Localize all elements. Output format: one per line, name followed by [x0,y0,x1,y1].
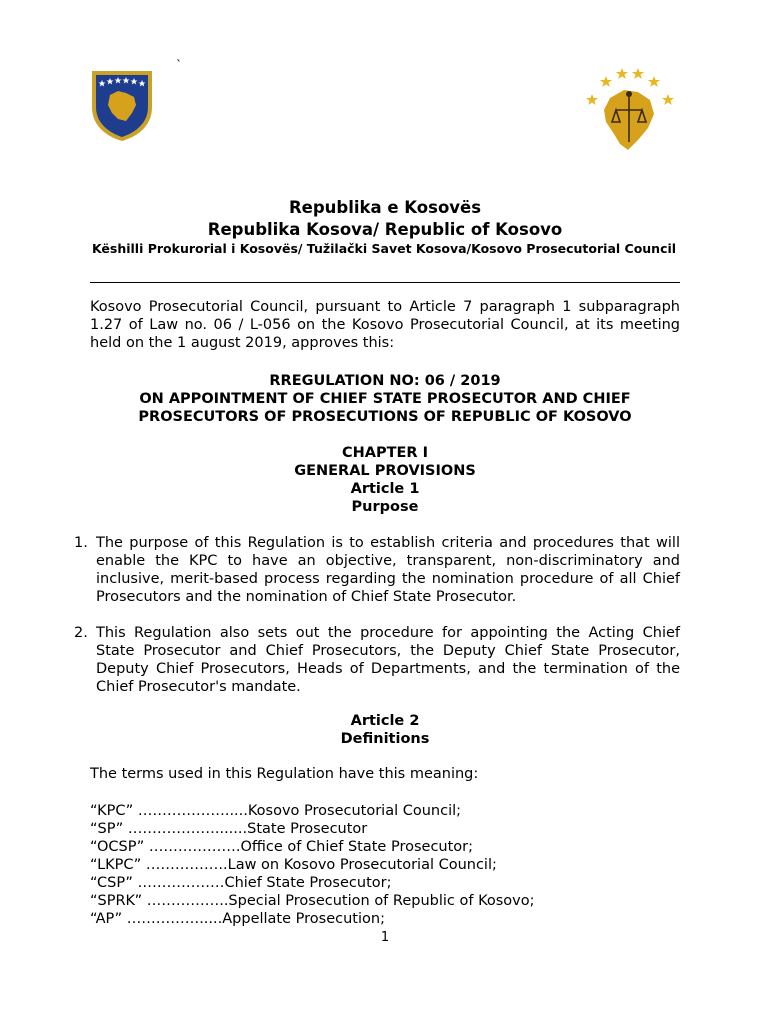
list-item-text: This Regulation also sets out the procedure for appointing the Acting Chief State Prosecutor and Chief Prosecutors, the Deputy Chief State Prosecutor, Deputy Chief Prosecutors, Heads of Departments, and the termination of the Chief Prosecutor's mandate. [96,625,680,695]
intro-paragraph: Kosovo Prosecutorial Council, pursuant to Article 7 paragraph 1 subparagraph 1.27 of Law no. 06 / L-056 on the Kosovo Prosecutorial Council, at its meeting held on the 1 august 2019, approves this: [90,299,680,351]
definition-item: “KPC” ……………….....Kosovo Prosecutorial Council; [90,803,462,819]
list-item-text: The purpose of this Regulation is to establish criteria and procedures that will enable the KPC to have an objective, transparent, non-discriminatory and inclusive, merit-based process regarding the nomination procedure of all Chief Prosecutors and the nomination of Chief State Prosecutor. [96,535,680,605]
regulation-title-line-2: PROSECUTORS OF PROSECUTIONS OF REPUBLIC OF KOSOVO [138,409,632,425]
council-name: Këshilli Prokurorial i Kosovës/ Tužilački Savet Kosova/Kosovo Prosecutorial Council [91,241,677,256]
regulation-title-line-1: ON APPOINTMENT OF CHIEF STATE PROSECUTOR AND CHIEF [139,391,631,407]
article-2-subtitle: Definitions [340,731,430,747]
article-2-heading [88,712,682,748]
kosovo-coat-of-arms-icon [88,67,156,143]
stray-mark: ` [176,58,182,72]
chapter-heading [88,444,682,516]
header-line-1: Republika e Kosovës [288,198,482,217]
article-2-title: Article 2 [350,713,420,729]
article-1-title: Article 1 [350,481,420,497]
article-1-subtitle: Purpose [351,499,419,515]
definition-item: “CSP” ………………Chief State Prosecutor; [90,875,392,891]
list-item-number: 2. [74,625,88,641]
header-line-2: Republika Kosova/ Republic of Kosovo [207,220,563,239]
definition-item: “SPRK” ……………..Special Prosecution of Republic of Kosovo; [90,893,535,909]
chapter-subtitle: GENERAL PROVISIONS [294,463,476,479]
list-item [74,534,680,606]
definition-item: “AP” …………….....Appellate Prosecution; [90,911,385,927]
definition-item: “LKPC” ……………..Law on Kosovo Prosecutorial Council; [90,857,497,873]
definition-item: “SP” ……………….......State Prosecutor [90,821,368,837]
regulation-heading [88,372,682,426]
page-number: 1 [380,930,390,945]
definition-item: “OCSP” ……………….Office of Chief State Prosecutor; [90,839,474,855]
terms-intro: The terms used in this Regulation have this meaning: [90,766,479,782]
regulation-number: RREGULATION NO: 06 / 2019 [269,373,501,389]
prosecutorial-council-emblem-icon [578,64,680,154]
header-divider [90,282,680,283]
list-item [74,624,680,696]
chapter-title: CHAPTER I [341,445,429,461]
list-item-number: 1. [74,535,88,551]
